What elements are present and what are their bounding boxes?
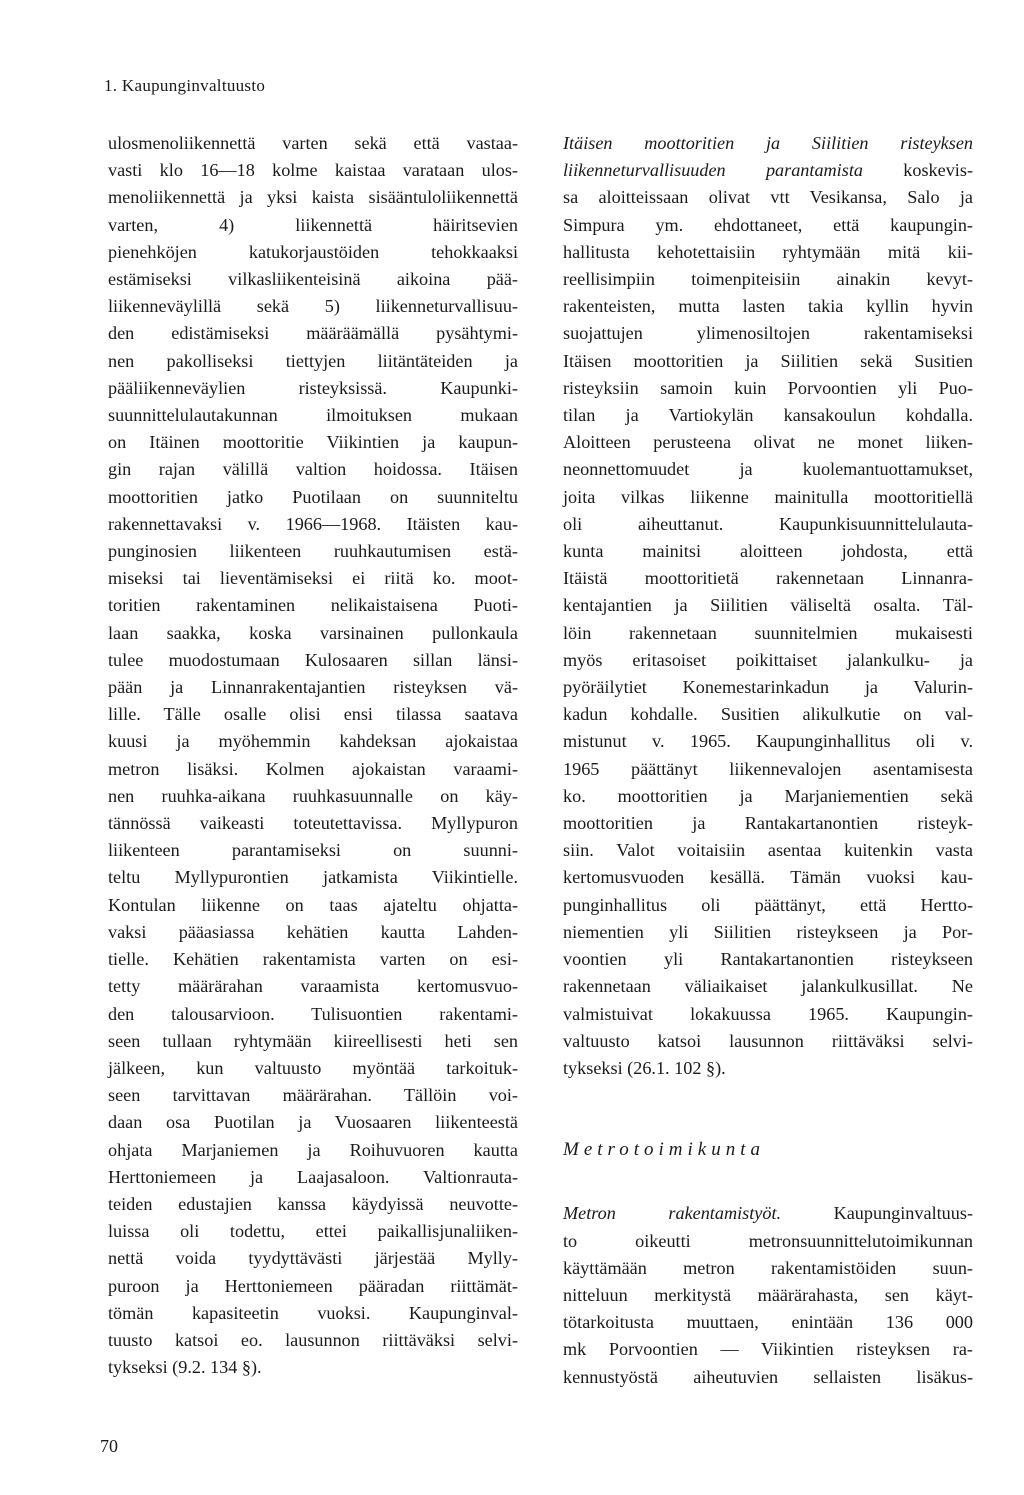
text-line: tulee muodostumaan Kulosaaren sillan länsi- — [108, 649, 518, 670]
paragraph-heading-line: liikenneturvallisuuden parantamista koskevis- — [563, 160, 973, 181]
text-line: vaksi pääasiassa kehätien kautta Lahden- — [108, 921, 518, 942]
text-line: tömän kapasiteetin vuoksi. Kaupunginval- — [108, 1302, 518, 1323]
text-line: Kontulan liikenne on taas ajateltu ohjatta- — [108, 894, 518, 915]
text-line: tännössä vaikeasti toteutettavissa. Myllypuron — [108, 813, 518, 834]
text-line: tykseksi (26.1. 102 §). — [563, 1057, 726, 1078]
text-line: gin rajan välillä valtion hoidossa. Itäisen — [108, 459, 518, 480]
text-line: rakennetaan väliaikaiset jalankulkusillat. Ne — [563, 976, 973, 997]
text-line: Aloitteen perusteena olivat ne monet liiken- — [563, 432, 973, 453]
text-line: luissa oli todettu, ettei paikallisjunaliiken- — [108, 1221, 518, 1242]
left-paragraph — [108, 130, 518, 1381]
text-line: seen tarvittavan määrärahan. Tällöin voi- — [108, 1085, 518, 1106]
text-line: tilan ja Vartiokylän kansakoulun kohdalla. — [563, 405, 973, 426]
text-line: miseksi tai lieventämiseksi ei riitä ko. moot- — [108, 568, 518, 589]
text-line: neonnettomuudet ja kuolemantuottamukset, — [563, 459, 973, 480]
text-line: pääliikenneväylien risteyksissä. Kaupunki- — [108, 377, 518, 398]
text-line: seen tullaan ryhtymään kiireellisesti heti sen — [108, 1030, 518, 1051]
text-line: löin rakennetaan suunnitelmien mukaisesti — [563, 622, 973, 643]
text-line: kunta mainitsi aloitteen johdosta, että — [563, 541, 973, 562]
text-line: nen ruuhka-aikana ruuhkasuunnalle on käy- — [108, 785, 518, 806]
text-line: hallitusta kehotettaisiin ryhtymään mitä kii- — [563, 241, 973, 262]
text-line: to oikeutti metronsuunnittelutoimikunnan — [563, 1230, 973, 1251]
text-line: pyöräilytiet Konemestarinkadun ja Valurin- — [563, 677, 973, 698]
text-line: kuusi ja myöhemmin kahdeksan ajokaistaa — [108, 731, 518, 752]
text-line: 1965 päättänyt liikennevalojen asentamisesta — [563, 758, 973, 779]
text-line: kennustyöstä aiheutuvien sellaisten lisäkus- — [563, 1366, 973, 1387]
text-line: den talousarvioon. Tulisuontien rakentami- — [108, 1003, 518, 1024]
text-line: liikenteen parantamiseksi on suunni- — [108, 840, 518, 861]
running-header: 1. Kaupunginvaltuusto — [104, 76, 266, 95]
text-line: Herttoniemeen ja Laajasaloon. Valtionrauta- — [108, 1166, 518, 1187]
text-line: tetty määrärahan varaamista kertomusvuo- — [108, 976, 518, 997]
text-line: pienehköjen katukorjaustöiden tehokkaaksi — [108, 241, 518, 262]
text-line: nitteluun merkitystä määrärahasta, sen käyt- — [563, 1284, 973, 1305]
text-line: puroon ja Herttoniemeen pääradan riittämät- — [108, 1275, 518, 1296]
text-line: toritien rakentaminen nelikaistaisena Puoti- — [108, 595, 518, 616]
text-line: den edistämiseksi määräämällä pysähtymi- — [108, 323, 518, 344]
text-line: lille. Tälle osalle olisi ensi tilassa saatava — [108, 704, 518, 725]
text-line: estämiseksi vilkasliikenteisinä aikoina pää- — [108, 269, 518, 290]
text-line: jälkeen, kun valtuusto myöntää tarkoituk- — [108, 1057, 518, 1078]
text-line: varten, 4) liikennettä häiritsevien — [108, 214, 518, 235]
text-line: risteyksiin samoin kuin Porvoontien yli Puo- — [563, 377, 973, 398]
text-line: nettä voida tyydyttävästi järjestää Mylly- — [108, 1248, 518, 1269]
text-line: valtuusto katsoi lausunnon riittäväksi selvi- — [563, 1030, 973, 1051]
paragraph-heading-line: Itäisen moottoritien ja Siilitien risteyksen — [563, 133, 973, 153]
text-line: siin. Valot voitaisiin asentaa kuitenkin vasta — [563, 840, 973, 861]
right-column — [563, 130, 973, 1391]
text-line: suunnittelulautakunnan ilmoituksen mukaan — [108, 405, 518, 426]
text-line: metron lisäksi. Kolmen ajokaistan varaami- — [108, 758, 518, 779]
text-line: käyttämään metron rakentamistöiden suun- — [563, 1257, 973, 1278]
right-paragraph-traffic-safety — [563, 130, 973, 1082]
text-line: myös eritasoiset poikittaiset jalankulku- ja — [563, 649, 973, 670]
text-line: Simpura ym. ehdottaneet, että kaupungin- — [563, 214, 973, 235]
text-line: Itäistä moottoritietä rakennetaan Linnanra- — [563, 568, 973, 589]
text-line: punginhallitus oli päättänyt, että Hertto- — [563, 894, 973, 915]
section-heading-metrotoimikunta: Metrotoimikunta — [563, 1139, 765, 1161]
text-line: nen pakolliseksi tiettyjen liitäntäteiden ja — [108, 350, 518, 371]
text-line: oli aiheuttanut. Kaupunkisuunnittelulauta- — [563, 513, 973, 534]
text-line: sa aloitteissaan olivat vtt Vesikansa, Salo ja — [563, 187, 973, 208]
text-line: pään ja Linnanrakentajantien risteyksen vä- — [108, 677, 518, 698]
text-line: ohjata Marjaniemen ja Roihuvuoren kautta — [108, 1139, 518, 1160]
text-line: vasti klo 16—18 kolme kaistaa varataan ulos- — [108, 160, 518, 181]
text-line: liikenneväylillä sekä 5) liikenneturvallisuu- — [108, 296, 518, 317]
text-line: tötarkoitusta muuttaen, enintään 136 000 — [563, 1312, 973, 1333]
text-line: reellisimpiin toimenpiteisiin ainakin kevyt- — [563, 269, 973, 290]
text-line: on Itäinen moottoritie Viikintien ja kaupun- — [108, 432, 518, 453]
text-line: menoliikennettä ja yksi kaista sisääntuloliikennettä — [108, 187, 518, 208]
text-line: suojattujen ylimenosiltojen rakentamiseksi — [563, 323, 973, 344]
text-line: tykseksi (9.2. 134 §). — [108, 1357, 262, 1378]
text-line: ulosmenoliikennettä varten sekä että vastaa- — [108, 133, 518, 153]
text-line: ko. moottoritien ja Marjaniementien sekä — [563, 785, 973, 806]
text-line: tuusto katsoi eo. lausunnon riittäväksi selvi- — [108, 1329, 518, 1350]
text-line: punginosien liikenteen ruuhkautumisen estä- — [108, 541, 518, 562]
text-line: mk Porvoontien — Viikintien risteyksen ra- — [563, 1339, 973, 1360]
right-paragraph-metro — [563, 1200, 973, 1390]
text-line: Itäisen moottoritien ja Siilitien sekä Susitien — [563, 350, 973, 371]
text-line: laan saakka, koska varsinainen pullonkaula — [108, 622, 518, 643]
text-line: tielle. Kehätien rakentamista varten on esi- — [108, 949, 518, 970]
page-number: 70 — [100, 1436, 118, 1456]
text-line: moottoritien ja Rantakartanontien risteyk- — [563, 813, 973, 834]
text-line: teiden edustajien kanssa käydyissä neuvotte- — [108, 1193, 518, 1214]
text-line: niementien yli Siilitien risteykseen ja Por- — [563, 921, 973, 942]
text-line: valmistuivat lokakuussa 1965. Kaupungin- — [563, 1003, 973, 1024]
text-line: moottoritien jatko Puotilaan on suunniteltu — [108, 486, 518, 507]
text-line: voontien yli Rantakartanontien risteykseen — [563, 949, 973, 970]
text-line: rakennettavaksi v. 1966—1968. Itäisten kau- — [108, 513, 518, 534]
text-line: kentajantien ja Siilitien väliseltä osalta. Täl- — [563, 595, 973, 616]
text-line: rakenteisten, mutta lasten takia kyllin hyvin — [563, 296, 973, 317]
text-line: daan osa Puotilan ja Vuosaaren liikenteestä — [108, 1112, 518, 1133]
paragraph-heading-line: Metron rakentamistyöt. Kaupunginvaltuus- — [563, 1203, 973, 1224]
text-line: teltu Myllypurontien jatkamista Viikintielle. — [108, 867, 518, 888]
text-line: mistunut v. 1965. Kaupunginhallitus oli v. — [563, 731, 973, 752]
text-line: joita vilkas liikenne mainitulla moottoritiellä — [563, 486, 973, 507]
text-line: kertomusvuoden kesällä. Tämän vuoksi kau- — [563, 867, 973, 888]
text-line: kadun kohdalle. Susitien alikulkutie on val- — [563, 704, 973, 725]
left-column — [108, 130, 518, 1381]
